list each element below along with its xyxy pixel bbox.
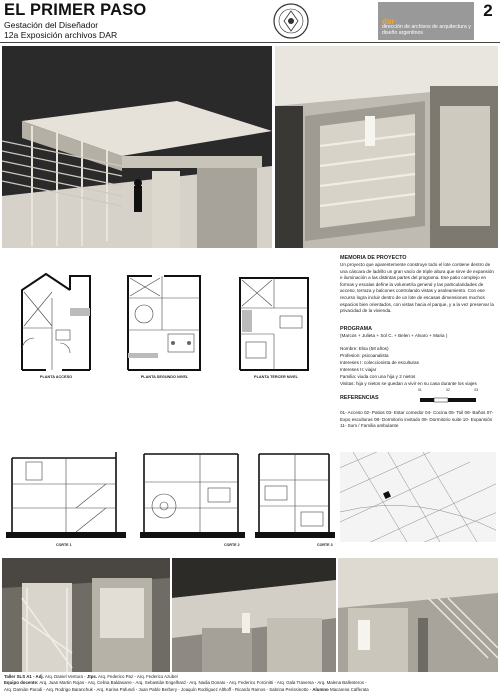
page-subtitle: Gestación del Diseñador [4, 20, 99, 30]
section-cut-2 [140, 448, 245, 540]
section-cut-3 [255, 448, 335, 540]
credits-taller: Taller SLS A1 - Adj. [4, 674, 44, 679]
credits-equipo-names: Arq. Juan Martin Rojas - Arq. Celina Baldasarre - Arq. Sebastián Engelhard - Arq. Nadia Donato - Arq. Federico Forcinitti - Arq. Gala Traversa - Arq. Malena Ballesteros - [38, 680, 367, 686]
university-seal-icon [271, 2, 311, 40]
scale-label: 01 [418, 388, 422, 392]
dar-description: dirección de archivos de arquitectura y diseño argentinos [382, 24, 471, 36]
programa-line: Nombre: Elsa (58 años) [340, 346, 389, 351]
memoria-title: MEMORIA DE PROYECTO [340, 255, 407, 261]
credits-adj: Arq. Daniel Ventura - [43, 674, 87, 679]
credits-line-3 [4, 687, 498, 693]
plan-access [12, 268, 100, 373]
programa-line: Visitas: hija y nietos se quedan a vivir en su casa durante los viajes [340, 381, 477, 386]
model-photo-3 [2, 558, 170, 672]
programa-line: (Marcos + Julieta + Sol C. + Belen + Alvaro + Maria ) [340, 333, 448, 338]
model-photo-4 [172, 558, 336, 672]
credits-jtps: Jtps. [86, 674, 98, 679]
credits-alumno: Alumno [312, 686, 329, 692]
plan-third-level [234, 272, 316, 372]
page-title: EL PRIMER PASO [4, 1, 147, 19]
model-photo-1 [2, 46, 272, 248]
scale-bar [418, 390, 478, 406]
credits-jtps-names: Arq. Federico Paz - Arq. Federico Azubel [97, 674, 178, 679]
site-map [340, 452, 496, 542]
plan-second-level [122, 268, 207, 373]
programa-line: Intereses I: coleccionista de esculturas [340, 360, 419, 365]
section-label-3: CORTE 3 [317, 543, 333, 547]
model-photo-5 [338, 558, 498, 672]
sheet-number: 2 [483, 1, 493, 20]
referencias-text: 01- Acceso 02- Patios 03- Estar comedor 04- Cocina 05- Toil 06- Baños 07- Expo esculturas 08- Dormitorio invitado 09- Dormitorio suite 10- Expansión 11- Sum / Familia ambulante [340, 410, 494, 429]
scale-labels [418, 388, 478, 392]
plan-label-second: PLANTA SEGUNDO NIVEL [140, 375, 189, 379]
referencias-title: REFERENCIAS [340, 395, 379, 401]
credits [4, 674, 498, 693]
memoria-text: Un proyecto que aparentemente construye todo el lote contiene dentro de una cáscara de ladrillo un gran vacío de triple altura que sirve de expansión e iluminación a las distintas partes del programa. Ese patio complejo en formas y escalas define la volumetría general y las particularidades de acceso, terraza y balcones controlando vistas y asoleamiento. Con ese recurso logra incluir dentro de un lote de escasas dimensiones muchos espacios bien orientados, con vistas hacia el parque, y a la vez preservar la privacidad de la vivienda. [340, 262, 494, 314]
scale-label: 02 [446, 388, 450, 392]
plan-label-third: PLANTA TERCER NIVEL [254, 375, 298, 379]
plan-label-access: PLANTA ACCESO [39, 375, 73, 379]
credits-equipo: Equipo docente: [4, 680, 39, 686]
header-divider [0, 42, 500, 43]
section-label-2: CORTE 2 [224, 543, 240, 547]
programa-line: Familia: viuda con una hija y 2 nietos [340, 374, 416, 379]
section-label-1: CORTE 1 [56, 543, 72, 547]
model-photo-2 [275, 46, 498, 248]
exhibition-subtitle: 12a Exposición archivos DAR [4, 30, 118, 40]
scale-label: 03 [474, 388, 478, 392]
credits-equipo-names-2: Arq. Damián Parodi - Arq. Rodrigo Baranchuk - Arq. Karina Pafundi - Juan Pablo Berbery - Joaquín Rodriguez Althoff - Ricardo Ramos - Sabrina Perissinotto - [4, 686, 313, 692]
dar-logo-word: dar [382, 17, 395, 26]
programa-line: Profesion: psicoanalista [340, 353, 389, 358]
section-cut-1 [6, 448, 126, 540]
programa-line: Intereses II: viajar [340, 367, 377, 372]
programa-title: PROGRAMA [340, 326, 373, 332]
credits-alumno-name: Macarena Cafferata [328, 686, 369, 692]
